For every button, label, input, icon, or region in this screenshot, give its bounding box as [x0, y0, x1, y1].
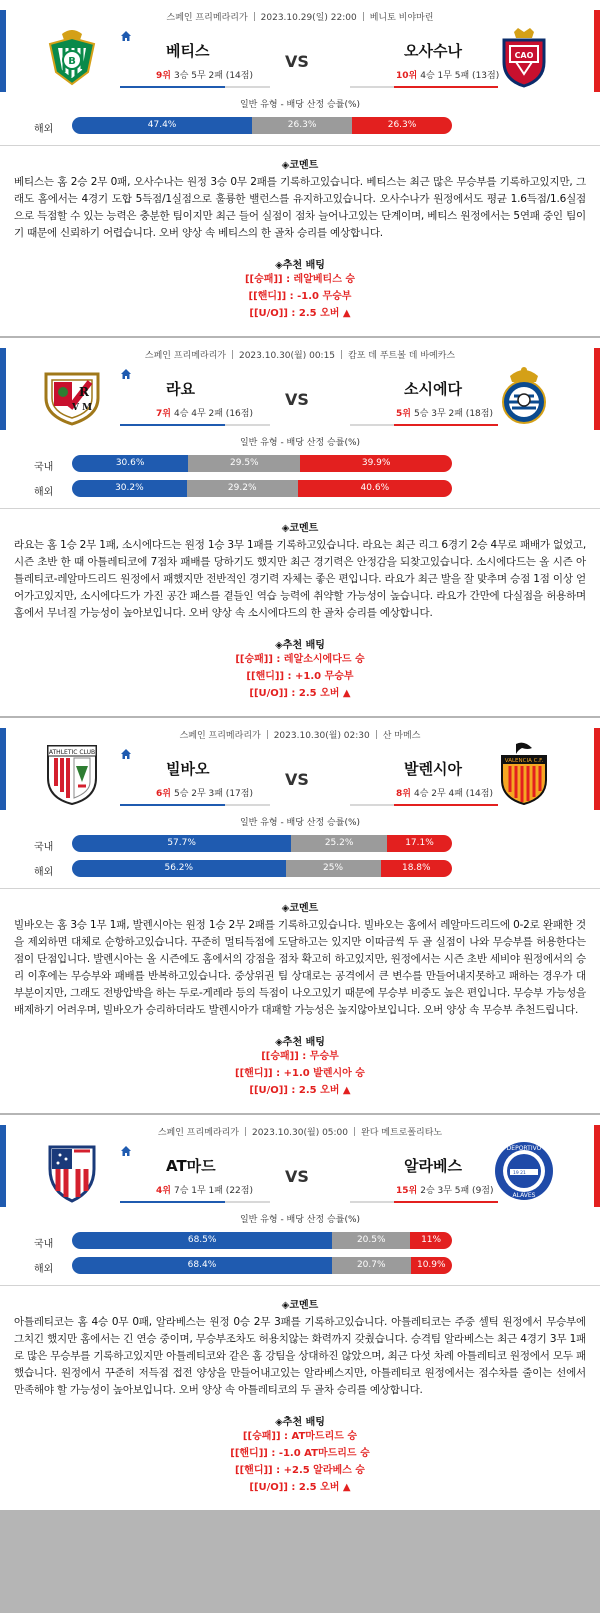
- home-record: 3승 5무 2패 (14점): [173, 71, 253, 81]
- odds-source-label: 해외: [34, 1264, 54, 1275]
- away-record: 2승 3무 5패 (9점): [420, 1186, 494, 1196]
- odds-bar: [72, 1232, 452, 1249]
- match-meta: [0, 718, 600, 742]
- home-win-segment: 68.5%: [72, 1232, 332, 1249]
- away-win-segment: 40.6%: [298, 480, 452, 497]
- home-win-segment: 30.2%: [72, 480, 187, 497]
- odds-table: [0, 832, 600, 882]
- bet-pick: : +2.5 알라베스 승: [272, 1465, 365, 1476]
- venue: 베니토 비야마린: [369, 13, 434, 23]
- recommend-item: [0, 288, 600, 305]
- recommend-item: [0, 1479, 600, 1496]
- away-team-name: 발렌시아: [404, 760, 462, 778]
- comment-text: 베티스는 홈 2승 2무 0패, 오사수나는 원정 3승 0무 2패를 기록하고있습니다. 베티스는 최근 많은 무승부를 기록하고있지만, 그래도 홈에서는 4경기 도합 5득점/1실점으로 훌륭한 밸런스를 유지하고있습니다. 오사수나가 원정에서도 평균 1.6득점/1.6실점으로 득점할 수 있는 능력은 충분한 팀이지만 최근 들어 실점이 점차 늘어나고있는 단계이며, 베티스 원정에서는 5연패 중인 팀이기 때문에 신뢰하기 어렵습니다. 오버 양상 속 베티스의 한 골차 승리를 예상합니다.: [14, 176, 586, 239]
- home-win-segment: 47.4%: [72, 117, 252, 134]
- match-card-2: [0, 338, 600, 716]
- away-rank: 15위: [396, 1186, 418, 1196]
- valencia-crest-icon: [492, 742, 556, 806]
- away-team-record: [396, 68, 499, 81]
- home-icon: [120, 1145, 132, 1157]
- osasuna-crest-icon: [492, 24, 556, 88]
- match-datetime: 2023.10.30(월) 02:30: [273, 731, 370, 741]
- teams-row: [0, 24, 600, 96]
- bet-pick: : 무승부: [298, 1051, 339, 1062]
- recommend-item: [0, 271, 600, 288]
- recommend-item: [0, 685, 600, 702]
- away-team-name: 소시에다: [404, 380, 462, 398]
- bet-pick: : 레알소시에다드 승: [272, 654, 365, 665]
- home-team-name: AT마드: [166, 1157, 216, 1175]
- svg-text:B: B: [68, 56, 76, 67]
- odds-table: [0, 1229, 600, 1279]
- away-team-record: [396, 786, 493, 799]
- bet-pick: : -1.0 AT마드리드 승: [267, 1448, 370, 1459]
- home-rank: 6위: [156, 789, 171, 799]
- recommend-title: ◈추천 배팅: [275, 1037, 325, 1048]
- odds-source-label: 해외: [34, 124, 54, 135]
- odds-source-label: 해외: [34, 487, 54, 498]
- betis-crest-icon: [40, 24, 104, 88]
- bet-type: [[승패]]: [242, 1431, 281, 1442]
- alaves-crest-icon: [492, 1139, 556, 1203]
- bet-type: [[핸디]]: [248, 291, 287, 302]
- home-team-name: 라요: [166, 380, 195, 398]
- home-team-name: 베티스: [166, 42, 210, 60]
- vs-label: VS: [285, 52, 309, 71]
- away-win-segment: 39.9%: [300, 455, 452, 472]
- recommend-item: [0, 1445, 600, 1462]
- bet-pick: : 2.5 오버 ▲: [287, 1085, 351, 1096]
- home-underline: [120, 424, 270, 426]
- recommend-item: [0, 305, 600, 322]
- comment-title: ◈코멘트: [281, 523, 319, 534]
- comment-title: ◈코멘트: [281, 903, 319, 914]
- comment-text: 라요는 홈 1승 2무 1패, 소시에다드는 원정 1승 3무 1패를 기록하고있습니다. 라요는 최근 리그 6경기 2승 4무로 패배가 없었고, 시즌 초반 한 때 아틀레티코에 7점차 패배를 당하기도 했지만 최근 경기력은 안정감을 되찾고있습니다. 소시에다드는 올 시즌 아틀레티코-레알마드리드 원정에서 패했지만 전반적인 경기력 자체는 좋은 편입니다. 라요가 최근 발을 잘 맞추며 승점 1점 이상 얻어가고있지만, 소시에다드가 가진 공간 패스를 곁들인 역습 능력에 취약할 가능성이 높습니다. 라요가 간만에 다실점을 허용하며 홈에서 무너질 가능성이 높아보입니다. 오버 양상 속 소시에다드의 한 골차 승리를 예상합니다.: [14, 539, 586, 619]
- home-icon: [120, 748, 132, 760]
- bet-pick: : -1.0 무승부: [286, 291, 352, 302]
- home-rank: 9위: [156, 71, 171, 81]
- teams-row: [0, 362, 600, 434]
- odds-row: [0, 1229, 600, 1254]
- rayo-crest-icon: [40, 362, 104, 426]
- recommend-title: ◈추천 배팅: [275, 1417, 325, 1428]
- teams-row: [0, 742, 600, 814]
- section-divider: [0, 888, 600, 889]
- odds-row: [0, 452, 600, 477]
- away-record: 5승 3무 2패 (18점): [413, 409, 493, 419]
- league-name: 스페인 프리메라리가: [179, 731, 261, 741]
- home-record: 7승 1무 1패 (22점): [173, 1186, 253, 1196]
- home-team-record: [156, 406, 253, 419]
- home-rank: 7위: [156, 409, 171, 419]
- comment-text: 아틀레티코는 홈 4승 0무 0패, 알라베스는 원정 0승 2무 3패를 기록하고있습니다. 아틀레티코는 주중 셀틱 원정에서 무승부에 그치긴 했지만 홈에서는 긴 연승 중이며, 무승부조차도 허용치않는 화력까지 갖췄습니다. 승격팀 알라베스는 최근 4경기 3무 1패로 많은 무승부를 기록하고있지만 아틀레티코와 같은 홈 강팀을 상대하진 않았으며, 최근 다섯 차례 아틀레티코 원정에서 모두 패했습니다. 원정에서 꾸준히 저득점 접전 양상을 만들어내고있는 알라베스지만, 아틀레티코 원정에서는 점수차를 줄이는 선에서 만족해야 할 가능성이 높아보입니다. 오버 양상 속 아틀레티코의 두 골차 승리를 예상합니다.: [14, 1316, 586, 1396]
- odds-row: [0, 832, 600, 857]
- away-rank: 8위: [396, 789, 411, 799]
- odds-bar: [72, 835, 452, 852]
- odds-title: 일반 유형 - 배당 산정 승률(%): [239, 818, 361, 828]
- match-datetime: 2023.10.29(일) 22:00: [260, 13, 357, 23]
- recommend-title: ◈추천 배팅: [275, 260, 325, 271]
- away-rank: 5위: [396, 409, 411, 419]
- league-name: 스페인 프리메라리가: [166, 13, 248, 23]
- draw-segment: 25.2%: [291, 835, 387, 852]
- odds-source-label: 국내: [34, 1239, 54, 1250]
- odds-title: 일반 유형 - 배당 산정 승률(%): [239, 1215, 361, 1225]
- odds-source-label: 국내: [34, 462, 54, 473]
- away-record: 4승 2무 4패 (14점): [413, 789, 493, 799]
- venue: 완다 메트로폴리타노: [361, 1128, 443, 1138]
- section-divider: [0, 508, 600, 509]
- league-name: 스페인 프리메라리가: [157, 1128, 239, 1138]
- bet-type: [[U/O]]: [249, 1482, 288, 1493]
- match-card-3: [0, 718, 600, 1113]
- odds-row: [0, 114, 600, 139]
- home-underline: [120, 804, 270, 806]
- odds-source-label: 국내: [34, 842, 54, 853]
- away-win-segment: 26.3%: [352, 117, 452, 134]
- bet-pick: : +1.0 무승부: [284, 671, 354, 682]
- odds-source-label: 해외: [34, 867, 54, 878]
- sociedad-crest-icon: [492, 362, 556, 426]
- recommend-list: [0, 271, 600, 322]
- draw-segment: 29.5%: [188, 455, 300, 472]
- bet-type: [[승패]]: [244, 274, 283, 285]
- away-win-segment: 10.9%: [411, 1257, 452, 1274]
- odds-bar: [72, 860, 452, 877]
- home-underline: [120, 86, 270, 88]
- away-team-name: 오사수나: [404, 42, 462, 60]
- home-win-segment: 68.4%: [72, 1257, 332, 1274]
- home-record: 4승 4무 2패 (16점): [173, 409, 253, 419]
- home-team-record: [156, 786, 253, 799]
- recommend-item: [0, 651, 600, 668]
- bet-type: [[승패]]: [261, 1051, 299, 1062]
- venue: 산 마메스: [382, 731, 421, 741]
- away-underline: [350, 86, 498, 88]
- home-icon: [120, 368, 132, 380]
- home-team-name: 빌바오: [166, 760, 210, 778]
- away-win-segment: 17.1%: [387, 835, 452, 852]
- vs-label: VS: [285, 770, 309, 789]
- comment-title: ◈코멘트: [281, 160, 319, 171]
- draw-segment: 20.7%: [332, 1257, 411, 1274]
- bet-pick: : 2.5 오버 ▲: [287, 308, 351, 319]
- section-divider: [0, 1285, 600, 1286]
- home-rank: 4위: [156, 1186, 171, 1196]
- away-win-segment: 18.8%: [381, 860, 452, 877]
- odds-row: [0, 1254, 600, 1279]
- svg-text:V M: V M: [71, 403, 93, 413]
- bet-type: [[핸디]]: [230, 1448, 268, 1459]
- draw-segment: 26.3%: [252, 117, 352, 134]
- comment-title: ◈코멘트: [281, 1300, 319, 1311]
- match-meta: [0, 1115, 600, 1139]
- odds-row: [0, 857, 600, 882]
- away-win-segment: 11%: [410, 1232, 452, 1249]
- bet-type: [[핸디]]: [235, 1068, 273, 1079]
- bet-pick: : 2.5 오버 ▲: [287, 688, 351, 699]
- odds-bar: [72, 1257, 452, 1274]
- svg-text:ATHLETIC CLUB: ATHLETIC CLUB: [48, 749, 96, 756]
- recommend-item: [0, 1048, 600, 1065]
- odds-table: [0, 452, 600, 502]
- draw-segment: 20.5%: [332, 1232, 410, 1249]
- comment-text: 빌바오는 홈 3승 1무 1패, 발렌시아는 원정 1승 2무 2패를 기록하고있습니다. 빌바오는 홈에서 레알마드리드에 0-2로 완패한 것을 제외하면 대체로 순항하고있습니다. 꾸준히 멀티득점에 도달하고는 있지만 이따금씩 두 골 실점이 나와 무승부를 허용한다는 점이 단점입니다. 발렌시아는 올 시즌에도 홈에서의 강점을 점차 확고히 하고있지만, 원정에서는 시즌 초반 세비야 원정에서의 승리 이후에는 무승부와 패배를 반복하고있습니다. 중상위권 팀 상대로는 공격에서 큰 변수를 만들어내지못하고 패하는 경우가 대부분이지만, 그래도 전방압박을 하는 두로-게레라 등의 득점이 나오고있기 때문에 무승부 비중도 높은 편입니다. 무승부 가능성을 배제하기 어려우며, 빌바오가 승리하더라도 발렌시아가 대패할 가능성은 높지않아보입니다. 오버 양상 속 무승부 추천드립니다.: [14, 919, 586, 1016]
- recommend-item: [0, 1065, 600, 1082]
- recommend-title: ◈추천 배팅: [275, 640, 325, 651]
- away-underline: [350, 424, 498, 426]
- svg-text:DEPORTIVO: DEPORTIVO: [506, 1145, 542, 1152]
- home-icon: [120, 30, 132, 42]
- bet-type: [[U/O]]: [249, 308, 288, 319]
- away-team-name: 알라베스: [404, 1157, 462, 1175]
- league-name: 스페인 프리메라리가: [144, 351, 226, 361]
- bet-pick: : 2.5 오버 ▲: [287, 1482, 351, 1493]
- draw-segment: 25%: [286, 860, 381, 877]
- away-team-record: [396, 1183, 494, 1196]
- odds-bar: [72, 117, 452, 134]
- odds-bar: [72, 455, 452, 472]
- recommend-item: [0, 1462, 600, 1479]
- odds-table: [0, 114, 600, 139]
- odds-title: 일반 유형 - 배당 산정 승률(%): [239, 100, 361, 110]
- away-rank: 10위: [396, 71, 418, 81]
- teams-row: [0, 1139, 600, 1211]
- bet-pick: : +1.0 발렌시아 승: [272, 1068, 365, 1079]
- svg-text:CAO: CAO: [514, 51, 534, 60]
- home-team-record: [156, 1183, 253, 1196]
- bet-type: [[U/O]]: [249, 1085, 288, 1096]
- venue: 캄포 데 푸트볼 데 바예카스: [348, 351, 456, 361]
- home-team-record: [156, 68, 253, 81]
- atletico-crest-icon: [40, 1139, 104, 1203]
- away-record: 4승 1무 5패 (13점): [420, 71, 500, 81]
- svg-text:VALENCIA C.F.: VALENCIA C.F.: [504, 758, 544, 764]
- home-underline: [120, 1201, 270, 1203]
- svg-text:R: R: [79, 385, 89, 399]
- odds-title: 일반 유형 - 배당 산정 승률(%): [239, 438, 361, 448]
- section-divider: [0, 145, 600, 146]
- home-win-segment: 57.7%: [72, 835, 291, 852]
- away-underline: [350, 804, 498, 806]
- bet-type: [[핸디]]: [235, 1465, 273, 1476]
- away-underline: [350, 1201, 498, 1203]
- recommend-list: [0, 1048, 600, 1099]
- odds-bar: [72, 480, 452, 497]
- recommend-item: [0, 668, 600, 685]
- match-card-1: [0, 0, 600, 336]
- vs-label: VS: [285, 390, 309, 409]
- bet-type: [[U/O]]: [249, 688, 288, 699]
- recommend-list: [0, 651, 600, 702]
- home-win-segment: 56.2%: [72, 860, 286, 877]
- vs-label: VS: [285, 1167, 309, 1186]
- bet-type: [[핸디]]: [246, 671, 285, 682]
- match-datetime: 2023.10.30(월) 00:15: [238, 351, 336, 361]
- odds-row: [0, 477, 600, 502]
- home-record: 5승 2무 3패 (17점): [173, 789, 253, 799]
- recommend-item: [0, 1082, 600, 1099]
- svg-text:19 21: 19 21: [513, 1171, 526, 1176]
- away-team-record: [396, 406, 493, 419]
- match-meta: [0, 338, 600, 362]
- match-card-4: [0, 1115, 600, 1510]
- draw-segment: 29.2%: [187, 480, 298, 497]
- bet-type: [[승패]]: [235, 654, 273, 665]
- recommend-list: [0, 1428, 600, 1496]
- bet-pick: : 레알베티스 승: [282, 274, 355, 285]
- match-datetime: 2023.10.30(월) 05:00: [251, 1128, 349, 1138]
- match-meta: [0, 0, 600, 24]
- recommend-item: [0, 1428, 600, 1445]
- svg-text:ALAVES: ALAVES: [512, 1192, 536, 1199]
- home-win-segment: 30.6%: [72, 455, 188, 472]
- bet-pick: : AT마드리드 승: [280, 1431, 358, 1442]
- athletic-club-crest-icon: [40, 742, 104, 806]
